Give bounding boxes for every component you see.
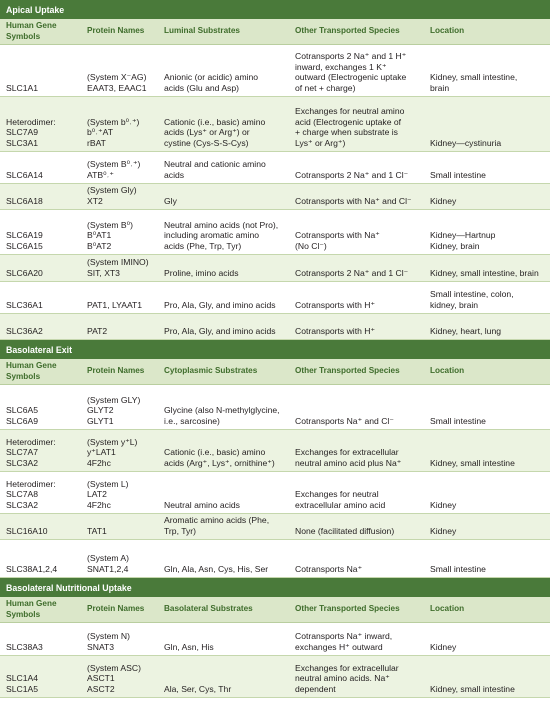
- cell-location: Kidney: [430, 499, 457, 510]
- column-header: Other Transported Species: [295, 26, 400, 36]
- cell-location: Kidney, small intestine: [430, 683, 515, 694]
- section-title: Basolateral Nutritional Uptake: [0, 578, 550, 597]
- column-header: Protein Names: [87, 366, 145, 376]
- cell-protein: TAT1: [87, 525, 107, 536]
- cell-other: Cotransports Na⁺ and Cl⁻: [295, 415, 394, 426]
- cell-location: Kidney—Hartnup Kidney, brain: [430, 230, 496, 251]
- cell-gene: SLC1A4 SLC1A5: [6, 673, 39, 694]
- cell-protein: (System GLY) GLYT2 GLYT1: [87, 394, 141, 426]
- cell-location: Small intestine, colon, kidney, brain: [430, 289, 514, 310]
- cell-substrates: Pro, Ala, Gly, and imino acids: [164, 325, 276, 336]
- cell-other: Cotransports with H⁺: [295, 299, 375, 310]
- cell-gene: SLC1A1: [6, 82, 39, 93]
- cell-location: Kidney, small intestine, brain: [430, 72, 518, 93]
- cell-other: Cotransports 2 Na⁺ and 1 H⁺ inward, exchanges 1 K⁺ outward (Electrogenic uptake of net + charge): [295, 51, 407, 93]
- cell-location: Kidney: [430, 641, 457, 652]
- cell-location: Small intestine: [430, 563, 486, 574]
- column-header: Other Transported Species: [295, 366, 400, 376]
- column-header: Human Gene Symbols: [6, 361, 57, 381]
- column-header: Human Gene Symbols: [6, 21, 57, 41]
- cell-substrates: Glycine (also N-methylglycine, i.e., sarcosine): [164, 405, 280, 426]
- section-title: Apical Uptake: [0, 0, 550, 19]
- cell-other: Cotransports with Na⁺ and Cl⁻: [295, 195, 412, 206]
- cell-other: Cotransports 2 Na⁺ and 1 Cl⁻: [295, 169, 409, 180]
- cell-substrates: Gly: [164, 195, 177, 206]
- cell-protein: (System ASC) ASCT1 ASCT2: [87, 662, 141, 694]
- cell-substrates: Neutral amino acids (not Pro), including aromatic amino acids (Phe, Trp, Tyr): [164, 219, 279, 251]
- section-title: Basolateral Exit: [0, 340, 550, 359]
- column-header: Protein Names: [87, 604, 145, 614]
- table-row: [0, 210, 550, 255]
- cell-protein: (System X⁻AG) EAAT3, EAAC1: [87, 72, 147, 93]
- table-row: [0, 540, 550, 578]
- table-row: [0, 514, 550, 540]
- cell-protein: (System L) LAT2 4F2hc: [87, 478, 129, 510]
- table-row: [0, 656, 550, 698]
- cell-protein: (System N) SNAT3: [87, 631, 130, 652]
- cell-location: Kidney, small intestine: [430, 457, 515, 468]
- cell-substrates: Anionic (or acidic) amino acids (Glu and Asp): [164, 72, 259, 93]
- cell-protein: PAT2: [87, 325, 108, 336]
- cell-gene: SLC36A2: [6, 325, 43, 336]
- cell-substrates: Pro, Ala, Gly, and imino acids: [164, 299, 276, 310]
- cell-other: None (facilitated diffusion): [295, 525, 395, 536]
- cell-gene: Heterodimer: SLC7A8 SLC3A2: [6, 478, 56, 510]
- cell-other: Cotransports with H⁺: [295, 325, 375, 336]
- cell-location: Kidney, heart, lung: [430, 325, 502, 336]
- cell-other: Cotransports Na⁺: [295, 563, 363, 574]
- column-header-row: [0, 19, 550, 45]
- table-row: [0, 314, 550, 340]
- cell-gene: SLC6A14: [6, 169, 43, 180]
- column-header-row: [0, 359, 550, 385]
- cell-substrates: Gln, Asn, His: [164, 641, 214, 652]
- cell-gene: SLC38A1,2,4: [6, 563, 58, 574]
- cell-location: Small intestine: [430, 169, 486, 180]
- cell-gene: SLC38A3: [6, 641, 43, 652]
- cell-substrates: Gln, Ala, Asn, Cys, His, Ser: [164, 563, 269, 574]
- cell-other: Exchanges for extracellular neutral amino acid plus Na⁺: [295, 447, 402, 468]
- cell-protein: (System A) SNAT1,2,4: [87, 553, 130, 574]
- cell-gene: SLC6A5 SLC6A9: [6, 405, 39, 426]
- column-header-row: [0, 597, 550, 623]
- table-section: [0, 578, 550, 698]
- cell-substrates: Aromatic amino acids (Phe, Trp, Tyr): [164, 515, 270, 536]
- cell-other: Cotransports Na⁺ inward, exchanges H⁺ outward: [295, 631, 393, 652]
- cell-location: Kidney—cystinuria: [430, 137, 502, 148]
- cell-protein: (System y⁺L) y⁺LAT1 4F2hc: [87, 436, 138, 468]
- table-section: [0, 340, 550, 578]
- table-row: [0, 430, 550, 472]
- column-header: Human Gene Symbols: [6, 599, 57, 619]
- cell-protein: (System b⁰˒⁺) b⁰˒⁺AT rBAT: [87, 116, 140, 148]
- table-row: [0, 184, 550, 210]
- column-header: Protein Names: [87, 26, 145, 36]
- cell-other: Exchanges for neutral extracellular amino acid: [295, 489, 386, 510]
- cell-protein: (System IMINO) SIT, XT3: [87, 257, 149, 278]
- table-row: [0, 623, 550, 656]
- cell-location: Kidney: [430, 525, 457, 536]
- cell-substrates: Neutral and cationic amino acids: [164, 159, 266, 180]
- cell-gene: Heterodimer: SLC7A9 SLC3A1: [6, 116, 56, 148]
- table-row: [0, 97, 550, 152]
- cell-protein: PAT1, LYAAT1: [87, 299, 143, 310]
- cell-location: Kidney: [430, 195, 457, 206]
- column-header: Location: [430, 604, 465, 614]
- cell-substrates: Ala, Ser, Cys, Thr: [164, 683, 232, 694]
- table-section: [0, 0, 550, 340]
- cell-substrates: Proline, imino acids: [164, 267, 239, 278]
- cell-other: Exchanges for extracellular neutral amino acids. Na⁺ dependent: [295, 662, 399, 694]
- cell-protein: (System Gly) XT2: [87, 185, 137, 206]
- column-header: Location: [430, 366, 465, 376]
- cell-protein: (System B⁰˒⁺) ATB⁰˒⁺: [87, 159, 141, 180]
- cell-substrates: Cationic (i.e., basic) amino acids (Arg⁺, Lys⁺, ornithine⁺): [164, 447, 275, 468]
- column-header: Cytoplasmic Substrates: [164, 366, 258, 376]
- cell-protein: (System B⁰) B⁰AT1 B⁰AT2: [87, 219, 133, 251]
- cell-gene: SLC6A19 SLC6A15: [6, 230, 43, 251]
- cell-location: Small intestine: [430, 415, 486, 426]
- cell-gene: Heterodimer: SLC7A7 SLC3A2: [6, 436, 56, 468]
- table-row: [0, 255, 550, 282]
- cell-other: Cotransports with Na⁺ (No Cl⁻): [295, 230, 380, 251]
- table-row: [0, 282, 550, 314]
- column-header: Basolateral Substrates: [164, 604, 253, 614]
- cell-gene: SLC16A10: [6, 525, 48, 536]
- table-row: [0, 45, 550, 97]
- cell-other: Cotransports 2 Na⁺ and 1 Cl⁻: [295, 267, 409, 278]
- column-header: Other Transported Species: [295, 604, 400, 614]
- table-row: [0, 472, 550, 514]
- table-row: [0, 152, 550, 184]
- cell-substrates: Neutral amino acids: [164, 499, 240, 510]
- cell-location: Kidney, small intestine, brain: [430, 267, 539, 278]
- cell-gene: SLC36A1: [6, 299, 43, 310]
- column-header: Luminal Substrates: [164, 26, 240, 36]
- table-row: [0, 385, 550, 430]
- cell-gene: SLC6A18: [6, 195, 43, 206]
- column-header: Location: [430, 26, 465, 36]
- cell-gene: SLC6A20: [6, 267, 43, 278]
- cell-substrates: Cationic (i.e., basic) amino acids (Lys⁺ or Arg⁺) or cystine (Cys-S-S-Cys): [164, 116, 266, 148]
- cell-other: Exchanges for neutral amino acid (Electrogenic uptake of + charge when substrate is Lys⁺ or Arg⁺): [295, 106, 405, 148]
